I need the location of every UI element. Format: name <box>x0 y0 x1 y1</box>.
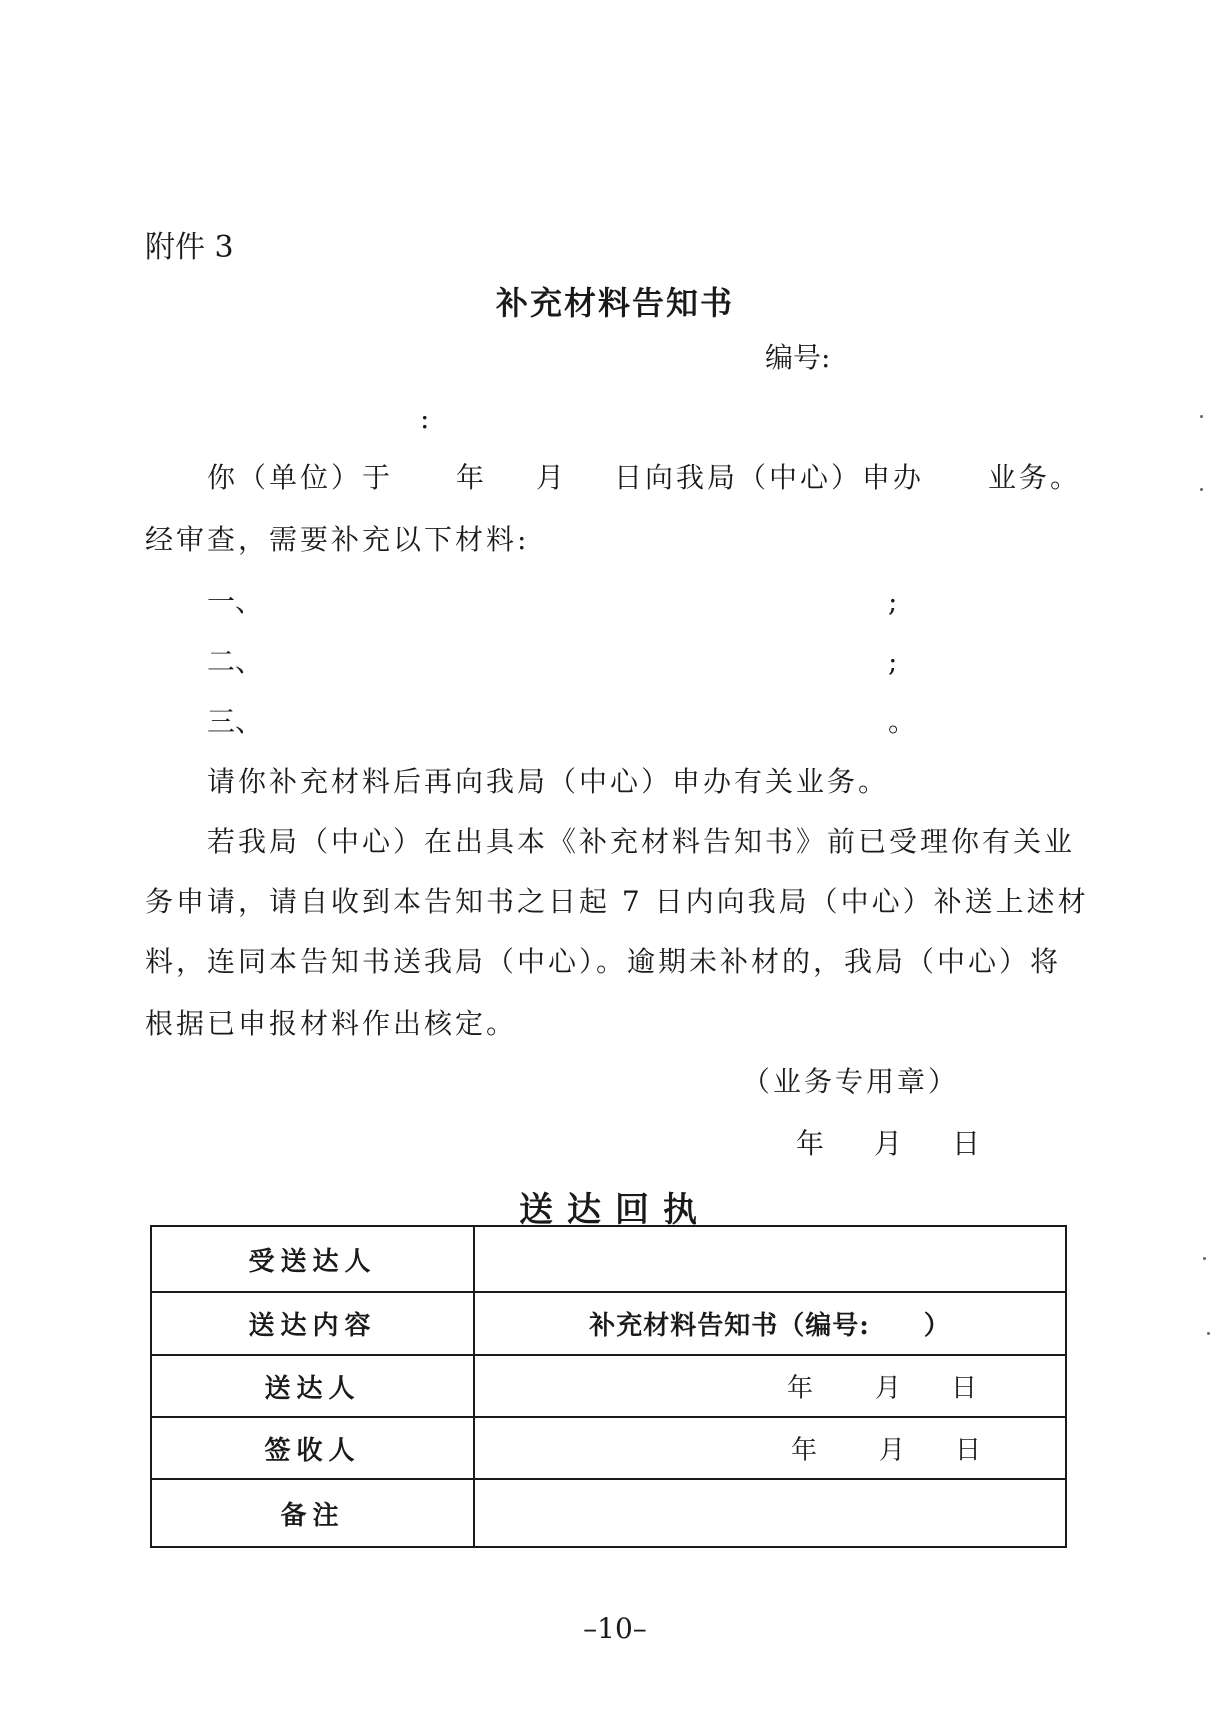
remarks-label: 备注 <box>151 1479 474 1547</box>
paragraph-3-line-2: 务申请，请自收到本告知书之日起 7 日内向我局（中心）补送上述材 <box>145 885 1089 918</box>
remarks-value <box>474 1479 1066 1547</box>
item-2-number: 二、 <box>207 645 264 678</box>
item-1-number: 一、 <box>207 585 264 618</box>
deliverer-label: 送达人 <box>151 1355 474 1417</box>
signer-month: 月 <box>879 1435 906 1466</box>
paragraph-2: 请你补充材料后再向我局（中心）申办有关业务。 <box>207 765 890 798</box>
item-3-end: 。 <box>888 705 917 738</box>
scan-speck <box>1207 1332 1210 1335</box>
p1-part-4: 日向我局（中心）申办 <box>614 461 925 494</box>
recipient-value <box>474 1226 1066 1292</box>
paragraph-3-line-1: 若我局（中心）在出具本《补充材料告知书》前已受理你有关业 <box>207 825 1076 858</box>
p1-part-5: 业务。 <box>988 461 1082 494</box>
paragraph-3-line-3: 料，连同本告知书送我局（中心）。逾期未补材的，我局（中心）将 <box>145 945 1062 978</box>
date-month: 月 <box>874 1127 903 1160</box>
signer-day: 日 <box>955 1435 982 1466</box>
scan-speck <box>1200 415 1203 418</box>
content-label: 送达内容 <box>151 1292 474 1355</box>
table-row <box>151 1479 1066 1547</box>
recipient-label: 受送达人 <box>151 1226 474 1292</box>
table-row <box>151 1417 1066 1479</box>
table-row <box>151 1226 1066 1292</box>
deliverer-value <box>474 1355 1066 1417</box>
signer-label: 签收人 <box>151 1417 474 1479</box>
attachment-label: 附件 3 <box>145 230 234 265</box>
deliverer-year: 年 <box>787 1373 814 1404</box>
deliverer-day: 日 <box>951 1373 978 1404</box>
document-title: 补充材料告知书 <box>495 284 734 322</box>
date-year: 年 <box>796 1127 825 1160</box>
business-seal-label: （业务专用章） <box>742 1065 960 1098</box>
p1-part-1: 你（单位）于 <box>207 461 394 494</box>
p1-year: 年 <box>456 461 485 494</box>
signer-value <box>474 1417 1066 1479</box>
item-1-end: ; <box>888 585 898 618</box>
p1-month: 月 <box>536 461 565 494</box>
signer-year: 年 <box>791 1435 818 1466</box>
addressee-colon: : <box>420 402 430 435</box>
content-value: 补充材料告知书（编号: ） <box>474 1292 1066 1355</box>
page-number: –10– <box>583 1612 647 1645</box>
serial-number-label: 编号: <box>765 341 831 374</box>
p1-line-2: 经审查，需要补充以下材料: <box>145 523 530 556</box>
table-row <box>151 1292 1066 1355</box>
item-3-number: 三、 <box>207 705 264 738</box>
item-2-end: ; <box>888 645 898 678</box>
paragraph-3-line-4: 根据已申报材料作出核定。 <box>145 1007 518 1040</box>
receipt-table <box>150 1225 1067 1548</box>
date-day: 日 <box>952 1127 981 1160</box>
table-row <box>151 1355 1066 1417</box>
receipt-title: 送达回执 <box>519 1190 711 1230</box>
scan-speck <box>1203 1257 1206 1260</box>
deliverer-month: 月 <box>875 1373 902 1404</box>
scan-speck <box>1200 488 1203 491</box>
